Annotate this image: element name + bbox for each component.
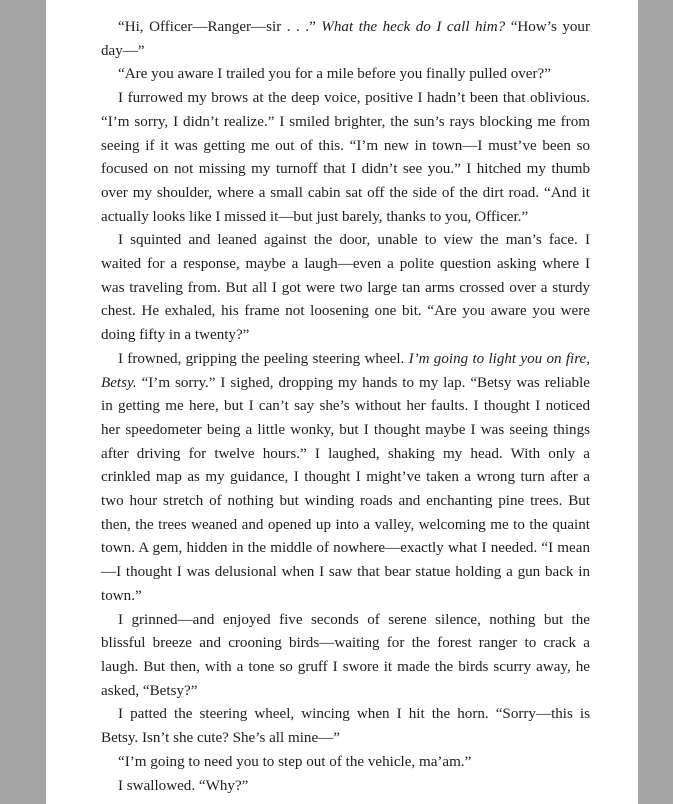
document-page <box>46 0 638 804</box>
italic-thought: What the heck do I call him? <box>321 19 506 35</box>
paragraph <box>101 348 590 609</box>
paragraph: I grinned—and enjoyed five seconds of serene silence, nothing but the blissful breeze and crooning birds—waiting for the forest ranger to crack a laugh. But then, with a tone so gruff I swore it made the birds scurry away, he asked, “Betsy?” <box>101 611 590 699</box>
paragraph <box>101 16 590 63</box>
paragraph: I squinted and leaned against the door, unable to view the man’s face. I waited for a response, maybe a laugh—even a polite question asking where I was traveling from. But all I got were two large tan arms crossed over a sturdy chest. He exhaled, his frame not loosening one bit. “Are you aware you were doing fifty in a twenty?” <box>101 232 590 344</box>
text-run: I frowned, gripping the peeling steering wheel. <box>118 350 409 367</box>
text-run: “I’m sorry.” I sighed, dropping my hands to my lap. “Betsy was reliable in getting me here, but I can’t say she’s without her faults. I thought I noticed her speedometer being a little wonky, but I thought maybe I was seeing things after driving for twelve hours.” I laughed, shaking my head. With only a crinkled map as my guidance, I thought I might’ve taken a wrong turn after a two hour stretch of nothing but winding roads and enchanting pine trees. But then, the trees weaned and opened up into a valley, welcoming me to the quaint town. A gem, hidden in the middle of nowhere—exactly what I needed. “I mean—I thought I was delusional when I saw that bear statue holding a gun back in town.” <box>101 374 590 604</box>
paragraph: “Are you aware I trailed you for a mile before you finally pulled over?” <box>118 66 551 83</box>
paragraph: I furrowed my brows at the deep voice, positive I hadn’t been that oblivious. “I’m sorry, I didn’t realize.” I smiled brighter, the sun’s rays blocking me from seeing if it was getting me out of this. “I’m new in town—I must’ve been so focused on not missing my turnoff that I didn’t see you.” I hitched my thumb over my shoulder, where a small cabin sat off the side of the dirt road. “And it actually looks like I missed it—but just barely, thanks to you, Officer.” <box>101 90 590 225</box>
paragraph: I patted the steering wheel, wincing when I hit the horn. “Sorry—this is Betsy. Isn’t she cute? She’s all mine—” <box>101 706 590 747</box>
italic-thought: I’m going to light you on fire, Betsy. <box>101 350 590 391</box>
text-run: “How’s your day—” <box>101 19 590 59</box>
page-text <box>101 16 590 798</box>
paragraph: I swallowed. “Why?” <box>118 777 249 794</box>
text-run: “Hi, Officer—Ranger—sir . . .” <box>118 19 322 35</box>
paragraph: “I’m going to need you to step out of the vehicle, ma’am.” <box>118 753 472 770</box>
